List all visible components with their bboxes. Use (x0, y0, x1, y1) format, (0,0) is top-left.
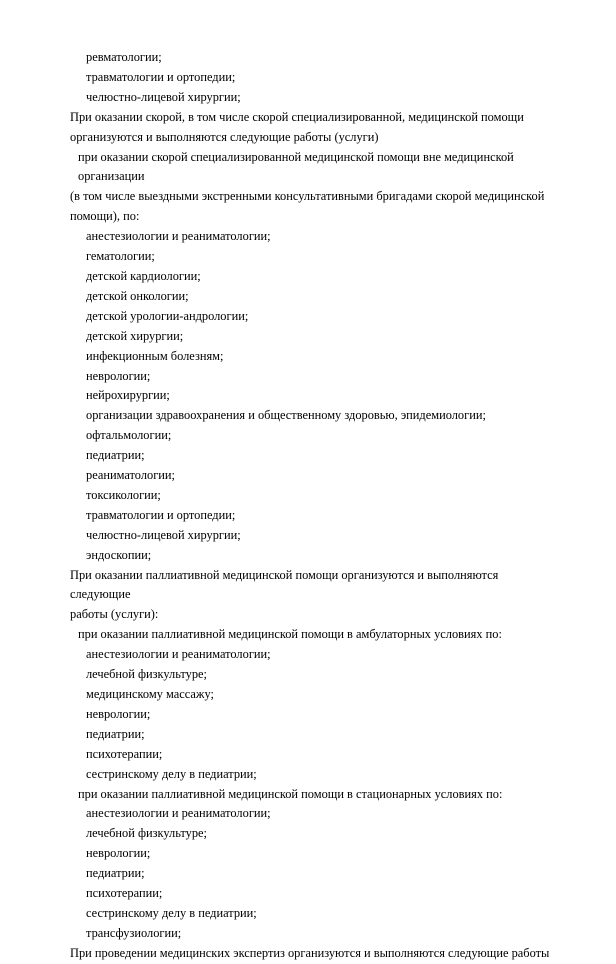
text-line: организации здравоохранения и общественному здоровью, эпидемиологии; (86, 408, 486, 423)
text-line: неврологии; (86, 846, 151, 861)
text-line: детской онкологии; (86, 288, 189, 303)
text-line: токсикологии; (86, 487, 161, 502)
text-line: психотерапии; (86, 886, 163, 901)
text-line: анестезиологии и реаниматологии; (86, 229, 271, 244)
text-line: инфекционным болезням; (86, 348, 224, 363)
text-line: травматологии и ортопедии; (86, 69, 236, 84)
text-line: При оказании скорой, в том числе скорой специализированной, медицинской помощи (70, 109, 524, 124)
text-line: организуются и выполняются следующие работы (услуги) (70, 129, 379, 144)
text-line: при оказании паллиативной медицинской помощи в стационарных условиях по: (78, 786, 503, 801)
text-line: работы (услуги): (70, 607, 159, 622)
text-line: помощи), по: (70, 209, 140, 224)
text-line: травматологии и ортопедии; (86, 507, 236, 522)
text-line: реаниматологии; (86, 468, 175, 483)
text-line: неврологии; (86, 706, 151, 721)
text-line: челюстно-лицевой хирургии; (86, 89, 241, 104)
text-line: (в том числе выездными экстренными консультативными бригадами скорой медицинской (70, 189, 545, 204)
text-line: сестринскому делу в педиатрии; (86, 905, 257, 920)
text-line: психотерапии; (86, 746, 163, 761)
text-line: офтальмологии; (86, 428, 172, 443)
text-line: эндоскопии; (86, 547, 152, 562)
text-line: При оказании паллиативной медицинской помощи организуются и выполняются следующие (70, 567, 502, 602)
text-line: детской кардиологии; (86, 268, 201, 283)
text-line: лечебной физкультуре; (86, 826, 207, 841)
text-line: нейрохирургии; (86, 388, 170, 403)
text-line: медицинскому массажу; (86, 687, 214, 701)
text-line: детской урологии-андрологии; (86, 308, 249, 323)
text-line: При проведении медицинских экспертиз организуются и выполняются следующие работы (70, 945, 550, 960)
text-line: анестезиологии и реаниматологии; (86, 647, 271, 662)
text-line: педиатрии; (86, 448, 145, 463)
text-line: лечебной физкультуре; (86, 667, 207, 682)
text-line: анестезиологии и реаниматологии; (86, 806, 271, 821)
text-line: педиатрии; (86, 866, 145, 881)
text-line: детской хирургии; (86, 328, 184, 343)
text-line: трансфузиологии; (86, 925, 182, 940)
text-line: сестринскому делу в педиатрии; (86, 766, 257, 781)
text-line: гематологии; (86, 249, 155, 264)
text-line: неврологии; (86, 368, 151, 383)
text-line: при оказании паллиативной медицинской помощи в амбулаторных условиях по: (78, 627, 502, 642)
text-line: при оказании скорой специализированной медицинской помощи вне медицинской организации (78, 149, 517, 184)
text-line: педиатрии; (86, 726, 145, 741)
text-line: ревматологии; (86, 50, 162, 64)
text-line: челюстно-лицевой хирургии; (86, 527, 241, 542)
document-text-body (70, 48, 558, 964)
